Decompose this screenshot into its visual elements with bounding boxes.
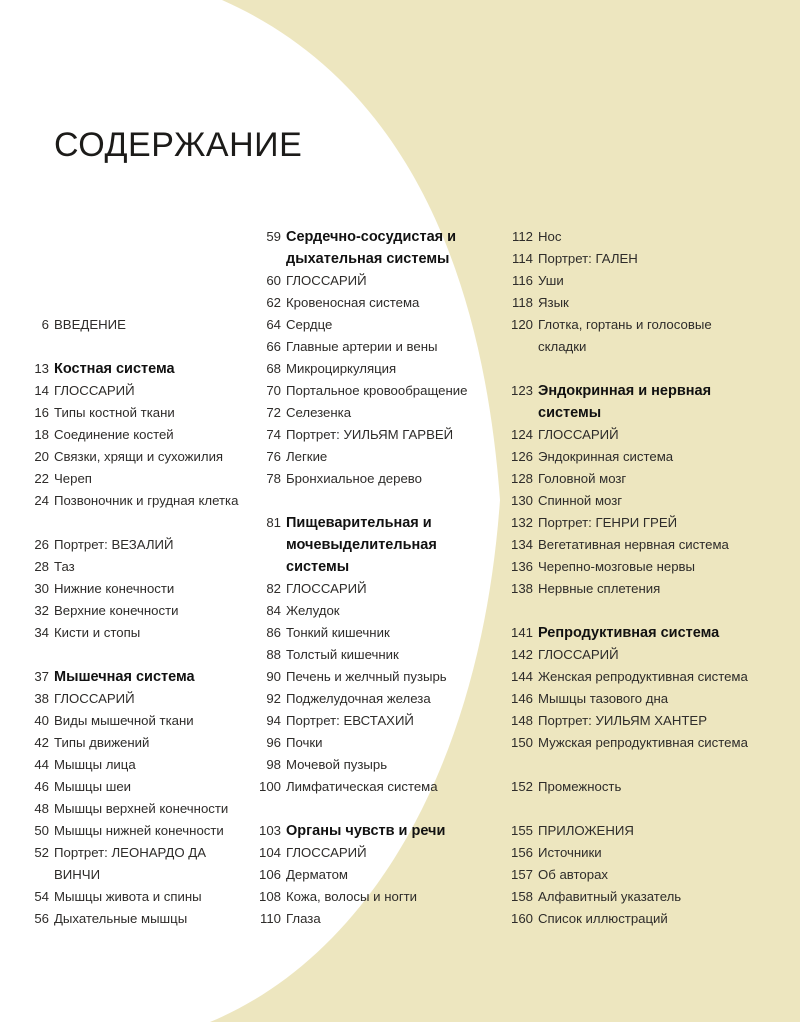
page-number: 103 [258, 823, 281, 838]
page-number: 157 [510, 867, 533, 882]
entry-title: Вегетативная нервная система [538, 537, 729, 552]
page-number: 104 [258, 845, 281, 860]
toc-entry[interactable] [255, 446, 485, 468]
toc-entry[interactable] [255, 380, 485, 402]
entry-title: Глотка, гортань и голосовые складки [538, 317, 712, 354]
entry-title: Кровеносная система [286, 295, 420, 310]
entry-title: Портрет: ГАЛЕН [538, 251, 638, 266]
toc-entry[interactable] [32, 798, 252, 820]
toc-entry[interactable] [255, 842, 485, 864]
toc-entry[interactable] [505, 644, 750, 666]
entry-title: Кисти и стопы [54, 625, 141, 640]
page-number: 82 [266, 581, 281, 596]
section-title: Мышечная система [54, 669, 195, 685]
section-spacer [505, 798, 750, 820]
page-number: 26 [34, 537, 49, 552]
entry-title: Мочевой пузырь [286, 757, 388, 772]
toc-entry[interactable] [505, 270, 750, 292]
toc-entry[interactable] [32, 556, 252, 578]
entry-title: Мышцы верхней конечности [54, 801, 229, 816]
entry-title: Мужская репродуктивная система [538, 735, 748, 750]
entry-title: Типы костной ткани [54, 405, 175, 420]
entry-title: Женская репродуктивная система [538, 669, 748, 684]
entry-title: Позвоночник и грудная клетка [54, 493, 239, 508]
page-number: 132 [510, 515, 533, 530]
toc-entry[interactable] [505, 578, 750, 600]
page-number: 50 [34, 823, 49, 838]
toc-entry[interactable] [255, 600, 485, 622]
entry-title: ГЛОССАРИЙ [54, 691, 135, 706]
toc-entry[interactable] [255, 908, 485, 930]
section-spacer [32, 336, 252, 358]
section-spacer [505, 358, 750, 380]
page-number: 160 [510, 911, 533, 926]
entry-title: Почки [286, 735, 323, 750]
toc-entry[interactable] [255, 314, 485, 336]
entry-title: ГЛОССАРИЙ [538, 427, 619, 442]
page-number: 150 [510, 735, 533, 750]
section-title: Пищеварительная и мочевыделительная системы [286, 515, 437, 575]
toc-entry[interactable] [255, 270, 485, 292]
entry-title: ГЛОССАРИЙ [286, 581, 367, 596]
section-title: Репродуктивная система [538, 625, 720, 641]
toc-entry[interactable] [32, 380, 252, 402]
toc-entry[interactable] [32, 732, 252, 754]
page-number: 96 [266, 735, 281, 750]
section-title: Костная система [54, 361, 175, 377]
page-number: 126 [510, 449, 533, 464]
entry-title: Промежность [538, 779, 622, 794]
toc-section-heading[interactable] [255, 820, 485, 842]
entry-title: ГЛОССАРИЙ [286, 845, 367, 860]
toc-entry[interactable] [255, 666, 485, 688]
entry-title: Кожа, волосы и ногти [286, 889, 418, 904]
entry-title: Мышцы тазового дна [538, 691, 669, 706]
page-number: 48 [34, 801, 49, 816]
toc-entry[interactable] [32, 490, 252, 534]
entry-title: Связки, хрящи и сухожилия [54, 449, 224, 464]
toc-entry[interactable] [505, 314, 750, 358]
page-number: 74 [266, 427, 281, 442]
page-number: 88 [266, 647, 281, 662]
page-number: 42 [34, 735, 49, 750]
toc-entry[interactable] [255, 776, 485, 798]
page-number: 84 [266, 603, 281, 618]
toc-entry[interactable] [32, 314, 252, 336]
entry-title: Верхние конечности [54, 603, 179, 618]
toc-entry[interactable] [505, 908, 750, 930]
entry-title: Эндокринная система [538, 449, 674, 464]
entry-title: Портрет: УИЛЬЯМ ХАНТЕР [538, 713, 708, 728]
entry-title: ПРИЛОЖЕНИЯ [538, 823, 634, 838]
entry-title: Портрет: ГЕНРИ ГРЕЙ [538, 515, 678, 530]
entry-title: Селезенка [286, 405, 352, 420]
toc-entry[interactable] [505, 820, 750, 842]
page-number: 14 [34, 383, 49, 398]
page-number: 81 [266, 515, 281, 530]
toc-entry[interactable] [505, 864, 750, 886]
page-number: 34 [34, 625, 49, 640]
toc-entry[interactable] [32, 446, 252, 468]
entry-title: Толстый кишечник [286, 647, 399, 662]
entry-title: Источники [538, 845, 602, 860]
page-number: 76 [266, 449, 281, 464]
page-number: 70 [266, 383, 281, 398]
toc-entry[interactable] [505, 710, 750, 732]
entry-title: Портрет: УИЛЬЯМ ГАРВЕЙ [286, 427, 454, 442]
toc-entry[interactable] [505, 776, 750, 798]
toc-entry[interactable] [255, 622, 485, 644]
page-number: 40 [34, 713, 49, 728]
toc-entry[interactable] [32, 534, 252, 556]
page-number: 118 [511, 295, 533, 310]
entry-title: Об авторах [538, 867, 609, 882]
page-number: 152 [510, 779, 533, 794]
toc-entry[interactable] [255, 424, 485, 446]
toc-entry[interactable] [505, 424, 750, 446]
toc-entry[interactable] [505, 292, 750, 314]
toc-entry[interactable] [255, 886, 485, 908]
toc-column-3 [505, 226, 750, 930]
entry-title: Нос [538, 229, 562, 244]
section-title: Эндокринная и нервная системы [538, 383, 712, 421]
page-number: 28 [34, 559, 49, 574]
toc-entry[interactable] [32, 908, 252, 930]
page-number: 38 [34, 691, 49, 706]
entry-title: Мышцы нижней конечности [54, 823, 224, 838]
page-number: 18 [34, 427, 49, 442]
entry-title: Язык [538, 295, 569, 310]
toc-entry[interactable] [32, 754, 252, 776]
toc-entry[interactable] [255, 336, 485, 358]
page-number: 90 [266, 669, 281, 684]
entry-title: Головной мозг [538, 471, 627, 486]
page-number: 108 [258, 889, 281, 904]
toc-entry[interactable] [32, 468, 252, 490]
section-spacer [505, 600, 750, 622]
toc-entry[interactable] [255, 578, 485, 600]
toc-entry[interactable] [255, 402, 485, 424]
entry-title: Портальное кровообращение [286, 383, 468, 398]
page-number: 59 [266, 229, 281, 244]
page-number: 136 [510, 559, 533, 574]
section-spacer [255, 798, 485, 820]
page-number: 56 [34, 911, 49, 926]
toc-entry[interactable] [32, 578, 252, 600]
toc-entry[interactable] [505, 468, 750, 490]
page-number: 124 [510, 427, 533, 442]
toc-entry[interactable] [255, 864, 485, 886]
page-number: 16 [34, 405, 49, 420]
entry-title: Таз [54, 559, 75, 574]
page-number: 146 [510, 691, 533, 706]
toc-entry[interactable] [255, 292, 485, 314]
entry-title: Спинной мозг [538, 493, 623, 508]
toc-entry[interactable] [505, 490, 750, 512]
entry-title: Мышцы живота и спины [54, 889, 202, 904]
page-number: 37 [34, 669, 49, 684]
page-number: 142 [510, 647, 533, 662]
page-number: 62 [266, 295, 281, 310]
page-number: 52 [34, 845, 49, 860]
toc-section-heading[interactable] [32, 666, 252, 688]
entry-title: Легкие [286, 449, 328, 464]
page-number: 13 [34, 361, 49, 376]
page-number: 123 [510, 383, 533, 398]
page-number: 148 [510, 713, 533, 728]
page-number: 94 [266, 713, 281, 728]
toc-entry[interactable] [32, 622, 252, 644]
entry-title: Печень и желчный пузырь [286, 669, 447, 684]
page-number: 144 [510, 669, 533, 684]
page-number: 60 [266, 273, 281, 288]
toc-entry[interactable] [32, 688, 252, 710]
page-number: 106 [258, 867, 281, 882]
entry-title: Сердце [286, 317, 333, 332]
toc-entry[interactable] [32, 776, 252, 798]
entry-title: Портрет: ВЕЗАЛИЙ [54, 537, 174, 552]
page-number: 114 [511, 251, 533, 266]
toc-section-heading[interactable] [32, 358, 252, 380]
entry-title: Черепно-мозговые нервы [538, 559, 696, 574]
page-number: 158 [510, 889, 533, 904]
toc-column-2 [255, 226, 485, 930]
entry-title: Главные артерии и вены [286, 339, 438, 354]
entry-title: Список иллюстраций [538, 911, 668, 926]
page-number: 20 [34, 449, 49, 464]
toc-section-heading[interactable] [505, 380, 750, 424]
entry-title: ГЛОССАРИЙ [538, 647, 619, 662]
page-number: 128 [510, 471, 533, 486]
toc-entry[interactable] [505, 512, 750, 534]
toc-entry[interactable] [255, 710, 485, 732]
toc-entry[interactable] [505, 534, 750, 556]
section-spacer [255, 490, 485, 512]
toc-entry[interactable] [505, 556, 750, 578]
entry-title: Микроциркуляция [286, 361, 397, 376]
entry-title: Портрет: ЛЕОНАРДО ДА ВИНЧИ [54, 845, 207, 882]
page-number: 64 [266, 317, 281, 332]
page-number: 155 [510, 823, 533, 838]
entry-title: Нижние конечности [54, 581, 175, 596]
toc-section-heading[interactable] [255, 512, 485, 578]
page-title: СОДЕРЖАНИЕ [54, 126, 303, 164]
page-number: 66 [266, 339, 281, 354]
entry-title: ГЛОССАРИЙ [54, 383, 135, 398]
page-number: 112 [511, 229, 533, 244]
toc-entry[interactable] [32, 886, 252, 908]
toc-entry[interactable] [255, 468, 485, 490]
toc-entry[interactable] [32, 424, 252, 446]
page-number: 24 [34, 493, 49, 508]
page-number: 130 [510, 493, 533, 508]
entry-title: Поджелудочная железа [286, 691, 431, 706]
entry-title: Лимфатическая система [286, 779, 438, 794]
toc-entry[interactable] [505, 886, 750, 908]
page-number: 44 [34, 757, 49, 772]
page-number: 68 [266, 361, 281, 376]
toc-entry[interactable] [505, 248, 750, 270]
page-number: 98 [266, 757, 281, 772]
entry-title: ГЛОССАРИЙ [286, 273, 367, 288]
page-number: 6 [41, 317, 49, 332]
toc-entry[interactable] [505, 732, 750, 776]
entry-title: Соединение костей [54, 427, 174, 442]
toc-entry[interactable] [505, 842, 750, 864]
section-title: Органы чувств и речи [286, 823, 446, 839]
toc-entry[interactable] [505, 688, 750, 710]
entry-title: Уши [538, 273, 564, 288]
toc-entry[interactable] [32, 600, 252, 622]
toc-section-heading[interactable] [505, 622, 750, 644]
entry-title: Мышцы лица [54, 757, 136, 772]
toc-entry[interactable] [32, 402, 252, 424]
toc-entry[interactable] [255, 688, 485, 710]
page-number: 156 [510, 845, 533, 860]
page-number: 78 [266, 471, 281, 486]
entry-title: Глаза [286, 911, 321, 926]
page-number: 92 [266, 691, 281, 706]
toc-section-heading[interactable] [255, 226, 485, 270]
entry-title: Череп [54, 471, 92, 486]
page-number: 32 [34, 603, 49, 618]
page-number: 120 [510, 317, 533, 332]
toc-entry[interactable] [255, 644, 485, 666]
entry-title: Нервные сплетения [538, 581, 661, 596]
page-number: 86 [266, 625, 281, 640]
toc-entry[interactable] [505, 226, 750, 248]
page-number: 22 [34, 471, 49, 486]
page-number: 141 [510, 625, 533, 640]
entry-title: Дыхательные мышцы [54, 911, 188, 926]
section-title: Сердечно-сосудистая и дыхательная системы [286, 229, 457, 267]
entry-title: Типы движений [54, 735, 150, 750]
page-number: 54 [34, 889, 49, 904]
entry-title: Виды мышечной ткани [54, 713, 194, 728]
toc-entry[interactable] [255, 732, 485, 754]
toc-entry[interactable] [255, 754, 485, 776]
page-number: 100 [258, 779, 281, 794]
toc-entry[interactable] [32, 842, 252, 886]
entry-title: Желудок [286, 603, 340, 618]
entry-title: Дерматом [286, 867, 349, 882]
page-number: 46 [34, 779, 49, 794]
toc-entry[interactable] [255, 358, 485, 380]
entry-title: Алфавитный указатель [538, 889, 682, 904]
toc-entry[interactable] [32, 710, 252, 732]
toc-entry[interactable] [32, 820, 252, 842]
toc-entry[interactable] [505, 446, 750, 468]
page-number: 134 [510, 537, 533, 552]
toc-column-1 [32, 314, 252, 930]
toc-entry[interactable] [505, 666, 750, 688]
page-number: 110 [259, 911, 281, 926]
entry-title: Портрет: ЕВСТАХИЙ [286, 713, 414, 728]
entry-title: Тонкий кишечник [286, 625, 390, 640]
entry-title: ВВЕДЕНИЕ [54, 317, 126, 332]
page-number: 138 [510, 581, 533, 596]
section-spacer [32, 644, 252, 666]
page-number: 30 [34, 581, 49, 596]
entry-title: Мышцы шеи [54, 779, 132, 794]
page-number: 72 [266, 405, 281, 420]
page-number: 116 [511, 273, 533, 288]
entry-title: Бронхиальное дерево [286, 471, 422, 486]
